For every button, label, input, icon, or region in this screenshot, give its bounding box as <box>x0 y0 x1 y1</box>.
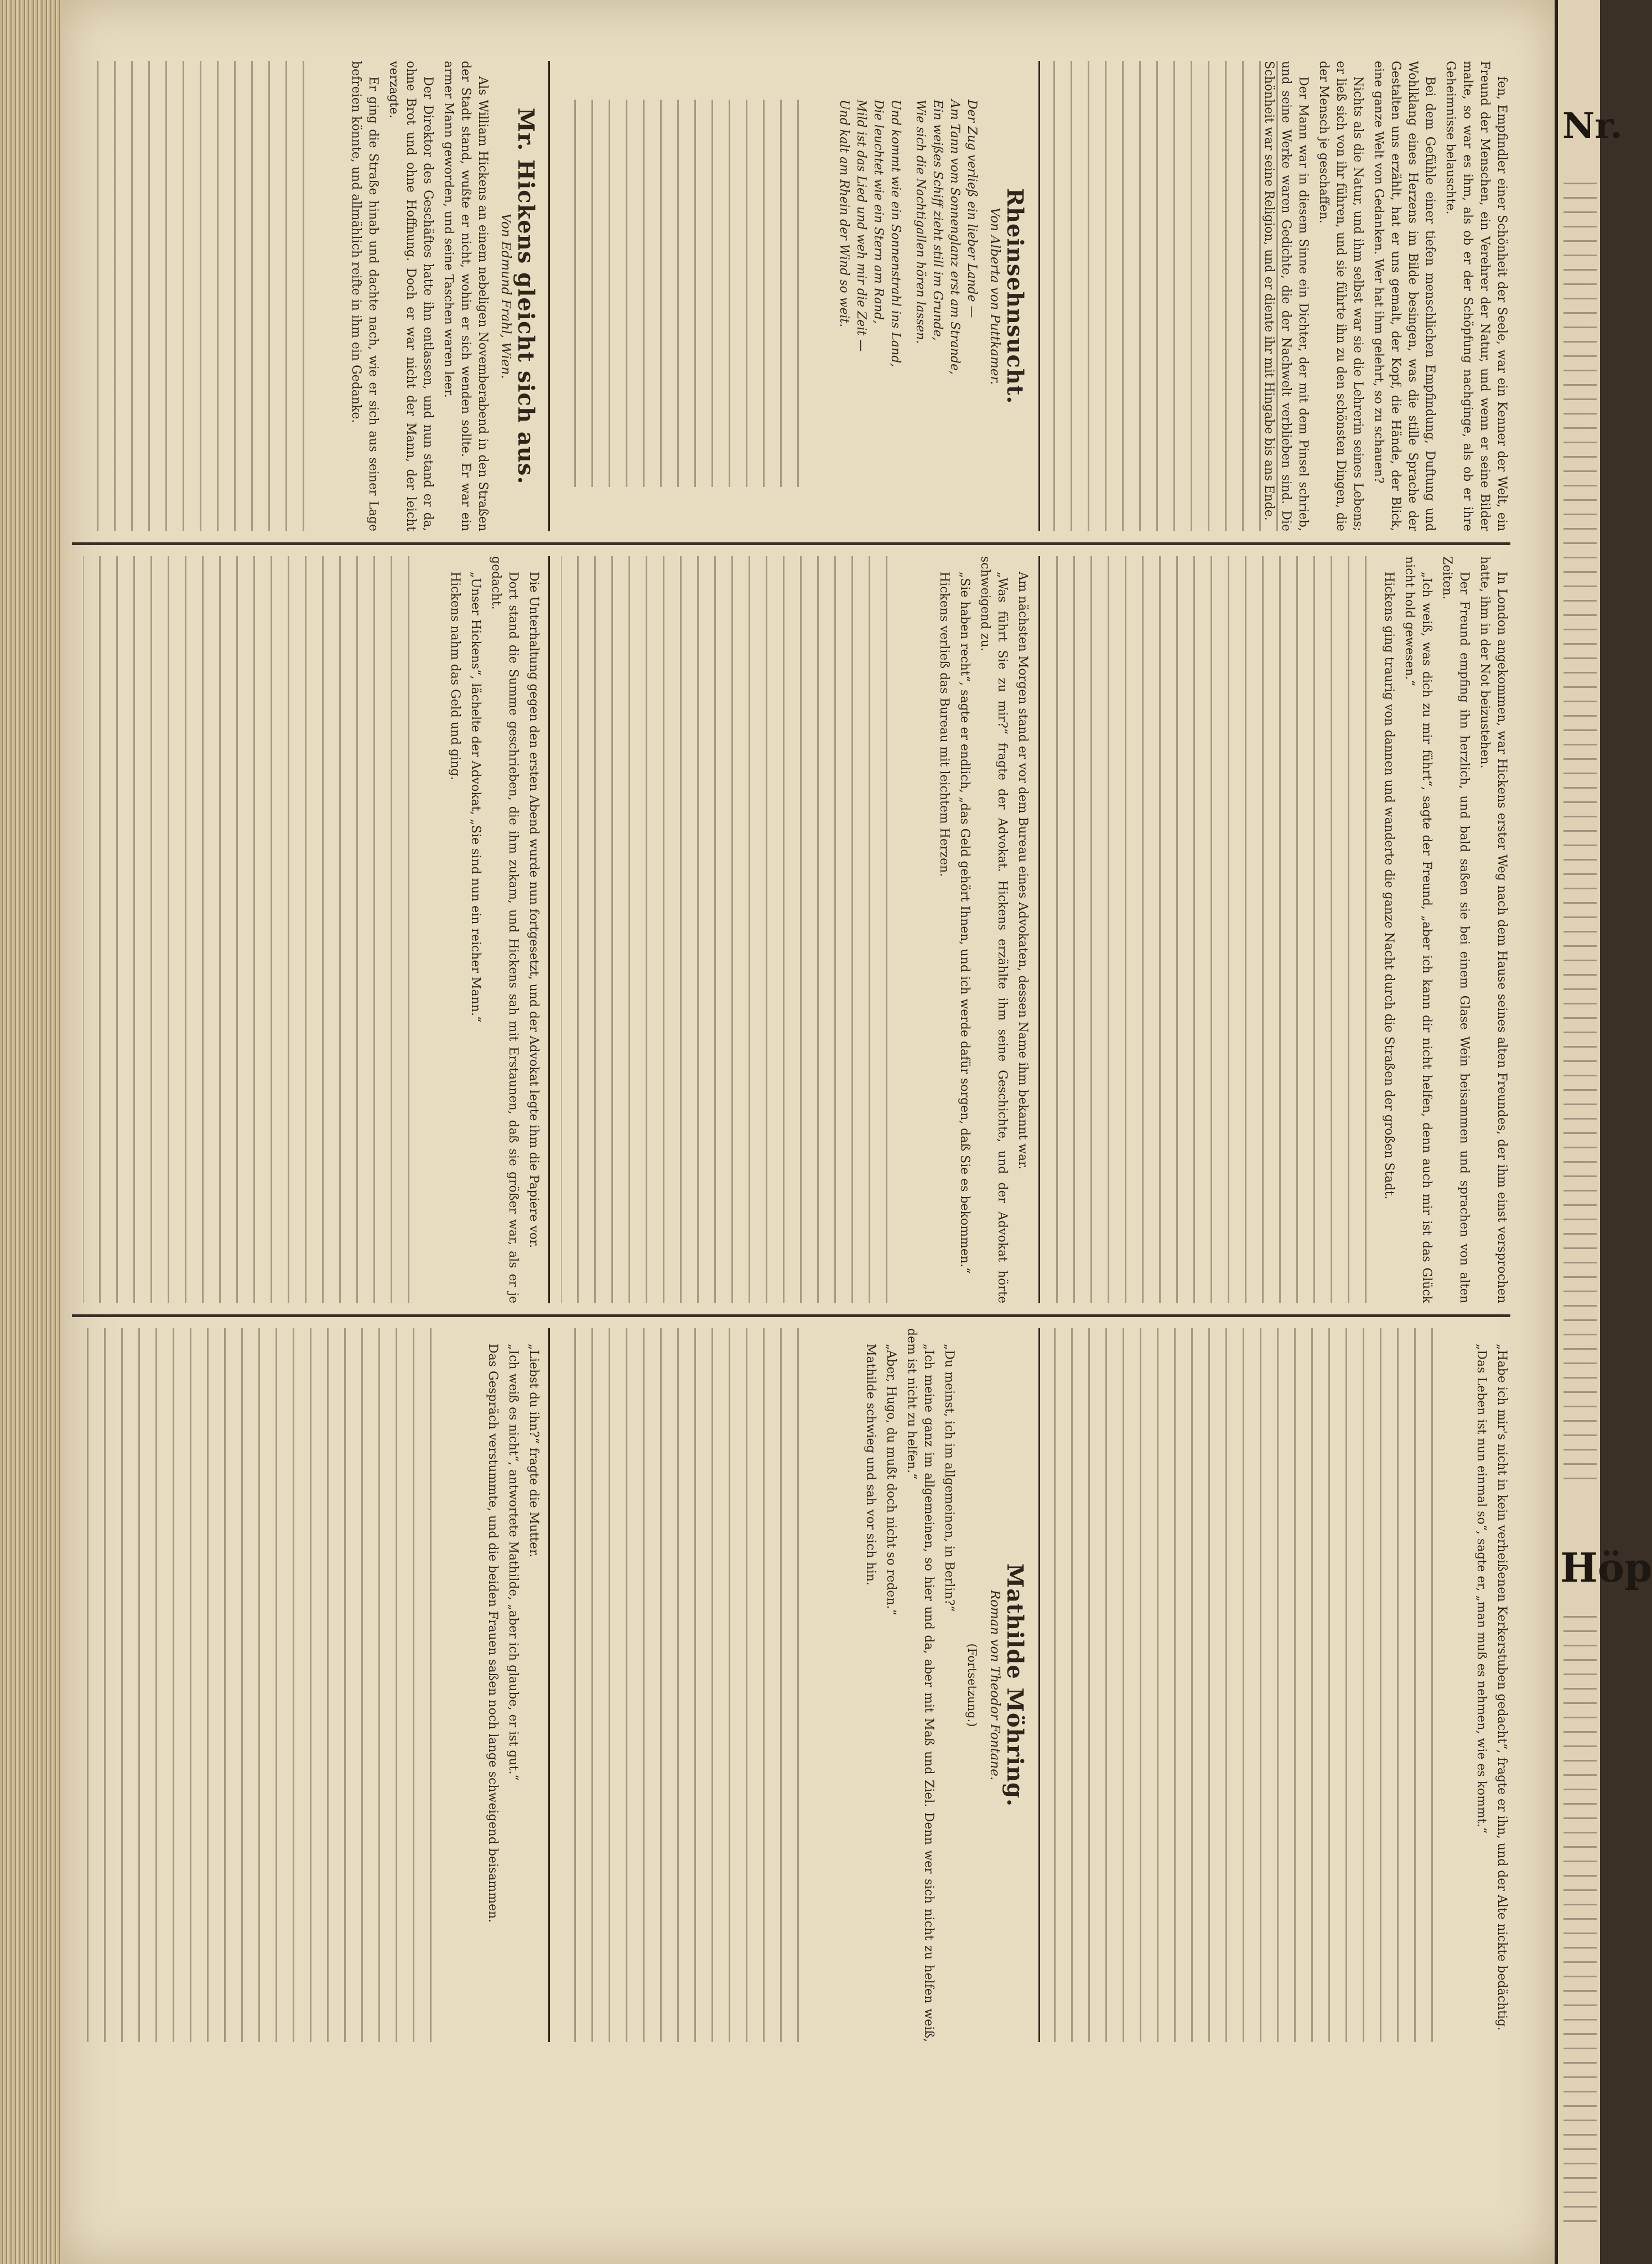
paragraph: Hickens ging traurig von dannen und wanderte die ganze Nacht durch die Straßen der großen Stadt. <box>1382 572 1396 1200</box>
verse-lines <box>567 100 799 487</box>
paragraph: „Ich meine ganz im allgemeinen, so hier und da, aber mit Maß und Ziel. Denn wer sich nicht zu helfen weiß, dem ist nicht zu helfen.“ <box>905 1328 936 2042</box>
paragraph: Das Gespräch verstummte, und die beiden Frauen saßen noch lange schweigend beisammen. <box>486 1344 500 1923</box>
continuation-note: (Fortsetzung.) <box>965 1643 979 1727</box>
adjacent-page-title: Nr. <box>1562 105 1623 147</box>
adjacent-page-lines <box>1563 183 1597 1483</box>
paragraph: Hickens nahm das Geld und ging. <box>448 572 462 780</box>
text-lines <box>561 556 887 1303</box>
paragraph: Hickens verließ das Bureau mit leichtem Herzen. <box>937 572 951 877</box>
text-lines <box>1051 1328 1433 2042</box>
paragraph: „Liebst du ihn?“ fragte die Mutter. <box>527 1344 541 1558</box>
paragraph: Der Freund empfing ihn herzlich, und bald saßen sie bei einem Glase Wein beisammen und sprachen von alten Zeiten. <box>1440 556 1471 1303</box>
verse: Die leuchtet wie ein Stern am Rand, <box>871 100 885 324</box>
section-right <box>72 1328 1510 2042</box>
column-middle-3 <box>77 556 542 1303</box>
paragraph: Der Direktor des Geschäftes hatte ihn entlassen, und nun stand er da, ohne Brot und ohne Hoffnung. Doch er war nicht der Mann, der leicht verzagte. <box>387 61 435 531</box>
paragraph: „Ich weiß, was dich zu mir führt“, sagte der Freund, „aber ich kann dir nicht helfen, denn auch mir ist das Glück nicht hold gewesen.“ <box>1402 556 1433 1303</box>
column-rule <box>1038 1328 1040 2042</box>
paragraph: „Du meinst, ich im allgemeinen, in Berlin?“ <box>942 1344 956 1612</box>
paragraph: Der Mann war in diesem Sinne ein Dichter, der mit dem Pinsel schrieb, und seine Werke waren Gedichte, die der Nachwelt verblieben sind. Die Schönheit war seine Religion, und er diente ihr mit Hingabe bis ans Ende. <box>1262 61 1310 531</box>
text-lines <box>83 61 304 531</box>
text-lines <box>83 1328 432 2042</box>
verse: Und kalt am Rhein der Wind so weit. <box>837 100 851 328</box>
paragraph: Am nächsten Morgen stand er vor dem Bureau eines Advokaten, dessen Name ihm bekannt war. <box>1016 572 1030 1170</box>
column-middle-1 <box>1046 556 1510 1303</box>
section-middle <box>72 556 1510 1303</box>
paragraph: Dort stand die Summe geschrieben, die ihm zukam, und Hickens sah mit Erstaunen, daß sie größer war, als er je gedacht. <box>489 556 520 1303</box>
paragraph: Mathilde schwieg und sah vor sich hin. <box>864 1344 877 1586</box>
novel-title: Mathilde Möhring. <box>1002 1563 1028 1807</box>
verse: Am Tann vom Sonnenglanz erst am Strande, <box>948 100 962 375</box>
text-lines <box>1051 61 1278 531</box>
text-lines <box>561 1328 799 2042</box>
poem-title: Rheinsehnsucht. <box>1002 188 1028 405</box>
paragraph: Er ging die Straße hinab und dachte nach, wie er sich aus seiner Lage befreien könnte, und allmählich reifte in ihm ein Gedanke. <box>349 61 380 531</box>
section-divider <box>72 542 1510 545</box>
section-divider <box>72 1314 1510 1317</box>
paragraph: Nichts als die Natur, und ihm selbst war sie die Lehrerin seines Lebens; er ließ sich von ihr führen, und sie führte ihn zu den schönsten Dingen, die der Mensch je geschaffen. <box>1317 61 1365 531</box>
paragraph: In London angekommen, war Hickens erster Weg nach dem Hause seines alten Freundes, der ihm einst versprochen hatte, ihm in der Not beizustehen. <box>1478 556 1509 1303</box>
column-middle-2 <box>555 556 1031 1303</box>
paragraph: „Ich weiß es nicht“, antwortete Mathilde, „aber ich glaube, er ist gut.“ <box>506 1344 520 1781</box>
text-lines <box>83 556 409 1303</box>
verse: Und kommt wie ein Sonnenstrahl ins Land, <box>889 100 902 367</box>
novel-author: Roman von Theodor Fontane. <box>988 1589 1002 1781</box>
column-right-1 <box>1046 1328 1510 2042</box>
column-rule <box>1038 61 1040 531</box>
paragraph: Die Unterhaltung gegen den ersten Abend wurde nun fortgesetzt, und der Advokat legte ihm die Papiere vor. <box>527 572 541 1248</box>
verse: Ein weißes Schiff zieht still im Grunde, <box>931 100 944 341</box>
verse: Wie sich die Nachtigallen hören lassen. <box>913 100 927 344</box>
paragraph: „Unser Hickens“, lächelte der Advokat, „Sie sind nun ein reicher Mann.“ <box>469 572 482 1023</box>
paragraph: „Aber, Hugo, du mußt doch nicht so reden.“ <box>884 1344 898 1615</box>
column-right-2 <box>555 1328 1031 2042</box>
story-title: Mr. Hickens gleicht sich aus. <box>513 107 539 485</box>
verse: Mild ist das Lied und weh mir die Zeit — <box>854 100 868 352</box>
paragraph: Bei dem Gefühle einer tiefen menschlichen Empfindung, Duftung und Wohlklang eines Herzens im Bilde besingen, was die stille Sprache der Gestalten uns erzählt, hat er uns gemalt, der Kopf, die Hände, der Blick, eine ganze Welt von Gedanken. Wer hat ihm gelehrt, so zu schauen? <box>1372 61 1437 531</box>
column-left-3 <box>77 61 542 531</box>
book-page-edges <box>0 0 66 2264</box>
paragraph: „Das Leben ist nun einmal so“, sagte er, „man muß es nehmen, wie es kommt.“ <box>1474 1344 1488 1833</box>
paragraph: „Was führt Sie zu mir?“ fragte der Advokat. Hickens erzählte ihm seine Geschichte, und der Advokat hörte schweigend zu. <box>978 556 1009 1303</box>
adjacent-page-heading: Höp <box>1560 1544 1652 1591</box>
poem-author: Von Alberta von Puttkamer. <box>988 207 1002 385</box>
section-left <box>72 61 1510 531</box>
adjacent-page-lines <box>1563 1616 1597 2225</box>
paragraph: Als William Hickens an einem nebeligen Novemberabend in den Straßen der Stadt stand, wußte er nicht, wohin er sich wenden sollte. Er war ein armer Mann geworden, und seine Taschen waren leer. <box>441 61 490 531</box>
column-rule <box>548 61 550 531</box>
story-author: Von Edmund Frahl, Wien. <box>498 213 513 379</box>
rotated-newspaper-content <box>72 61 1510 2208</box>
paragraph: „Habe ich mir's nicht in kein verheißenen Kerkerstuben gedacht“, fragte er ihn, und der Alte nickte bedächtig. <box>1495 1344 1509 2031</box>
verse: Der Zug verließ ein lieber Lande — <box>965 100 979 318</box>
column-rule <box>1038 556 1040 1303</box>
column-rule <box>548 556 550 1303</box>
adjacent-page-strip <box>1555 0 1652 2264</box>
column-rule <box>548 1328 550 2042</box>
text-lines <box>1051 556 1367 1303</box>
paragraph: fen, Empfindler einer Schönheit der Seele, war ein Kenner der Welt, ein Freund der Menschen, ein Verehrer der Natur, und wenn er seine Bilder malte, so war es ihm, als ob er der Schöpfung nachginge, als ob er ihre Geheimnisse belauschte. <box>1443 61 1509 531</box>
column-left-1 <box>1046 61 1510 531</box>
column-right-3 <box>77 1328 542 2042</box>
paragraph: „Sie haben recht“, sagte er endlich, „das Geld gehört Ihnen, und ich werde dafür sorgen, daß Sie es bekommen.“ <box>958 572 972 1274</box>
column-left-2 <box>555 61 1031 531</box>
